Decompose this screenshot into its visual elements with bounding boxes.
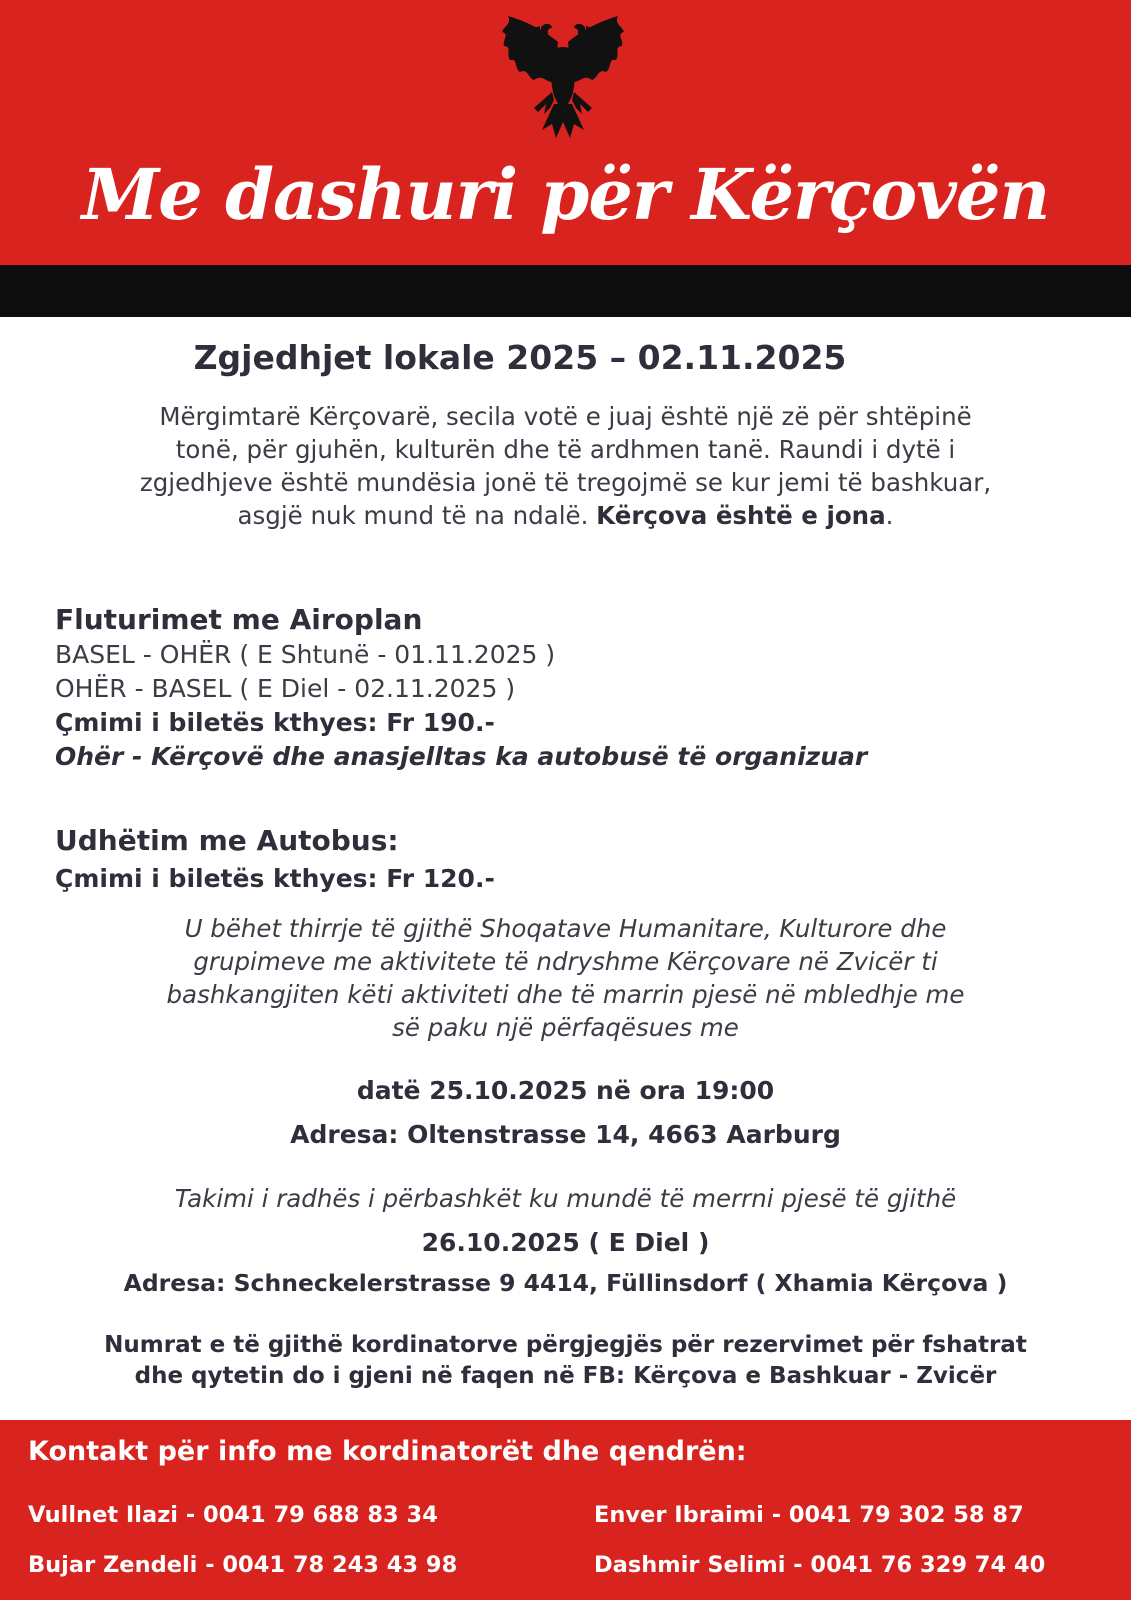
flight-route-outbound: BASEL - OHËR ( E Shtunë - 01.11.2025 ) (55, 640, 556, 669)
black-band (0, 265, 1131, 317)
flag-header (0, 0, 1131, 265)
numbers-line: Numrat e të gjithë kordinatorve përgjegjës për rezervimet për fshatrat (104, 1332, 1027, 1358)
meeting-date: datë 25.10.2025 në ora 19:00 (356, 1076, 775, 1105)
contact-footer (0, 1420, 1131, 1600)
flights-heading: Fluturimet me Airoplan (55, 603, 423, 636)
flight-price: Çmimi i biletës kthyes: Fr 190.- (55, 708, 495, 737)
call-to-associations (25, 912, 1106, 1044)
flights-section (55, 602, 1105, 774)
coordinator-numbers-note (10, 1330, 1121, 1392)
next-meeting-intro: Takimi i radhës i përbashkët ku mundë të merrni pjesë të gjithë (174, 1184, 957, 1213)
intro-paragraph (30, 400, 1101, 532)
call-line: grupimeve me aktivitete të ndryshme Kërçovare në Zvicër ti (193, 947, 938, 976)
contact-vullnet-ilazi: Vullnet Ilazi - 0041 79 688 83 34 (28, 1502, 438, 1528)
call-line: së paku një përfaqësues me (392, 1013, 739, 1042)
intro-line: tonë, për gjuhën, kulturën dhe të ardhmen tanë. Raundi i dytë i (175, 435, 956, 464)
meeting-address: Adresa: Oltenstrasse 14, 4663 Aarburg (290, 1120, 841, 1149)
contact-bujar-zendeli: Bujar Zendeli - 0041 78 243 43 98 (28, 1552, 458, 1578)
intro-line (30, 499, 1101, 532)
intro-line: Mërgimtarë Kërçovarë, secila votë e juaj është një zë për shtëpinë (159, 402, 972, 431)
election-title: Zgjedhjet lokale 2025 – 02.11.2025 (193, 338, 847, 377)
contact-dashmir-selimi: Dashmir Selimi - 0041 76 329 74 40 (594, 1552, 1046, 1578)
intro-period: . (885, 501, 894, 530)
next-meeting-date: 26.10.2025 ( E Diel ) (421, 1228, 710, 1257)
call-line: bashkangjiten këti aktiviteti dhe të marrin pjesë në mbledhje me (166, 980, 965, 1009)
flight-bus-note: Ohër - Kërçovë dhe anasjelltas ka autobusë të organizuar (55, 742, 868, 771)
intro-line: zgjedhjeve është mundësia jonë të tregojmë se kur jemi të bashkuar, (139, 468, 992, 497)
intro-slogan: Kërçova është e jona (596, 501, 886, 530)
bus-section (55, 822, 1105, 898)
contact-title: Kontakt për info me kordinatorët dhe qendrën: (28, 1436, 747, 1467)
next-meeting-address: Adresa: Schneckelerstrasse 9 4414, Füllinsdorf ( Xhamia Kërçova ) (123, 1269, 1008, 1297)
flight-route-return: OHËR - BASEL ( E Diel - 02.11.2025 ) (55, 674, 516, 703)
bus-heading: Udhëtim me Autobus: (55, 824, 399, 857)
numbers-line: dhe qytetin do i gjeni në faqen në FB: Kërçova e Bashkuar - Zvicër (134, 1363, 997, 1389)
bus-price: Çmimi i biletës kthyes: Fr 120.- (55, 864, 495, 893)
call-line: U bëhet thirrje të gjithë Shoqatave Humanitare, Kulturore dhe (184, 914, 947, 943)
main-title: Me dashuri për Kërçovën (81, 153, 1050, 236)
intro-text: asgjë nuk mund të na ndalë. (237, 501, 597, 530)
double-headed-eagle-icon (498, 12, 628, 147)
contact-enver-ibraimi: Enver Ibraimi - 0041 79 302 58 87 (594, 1502, 1024, 1528)
